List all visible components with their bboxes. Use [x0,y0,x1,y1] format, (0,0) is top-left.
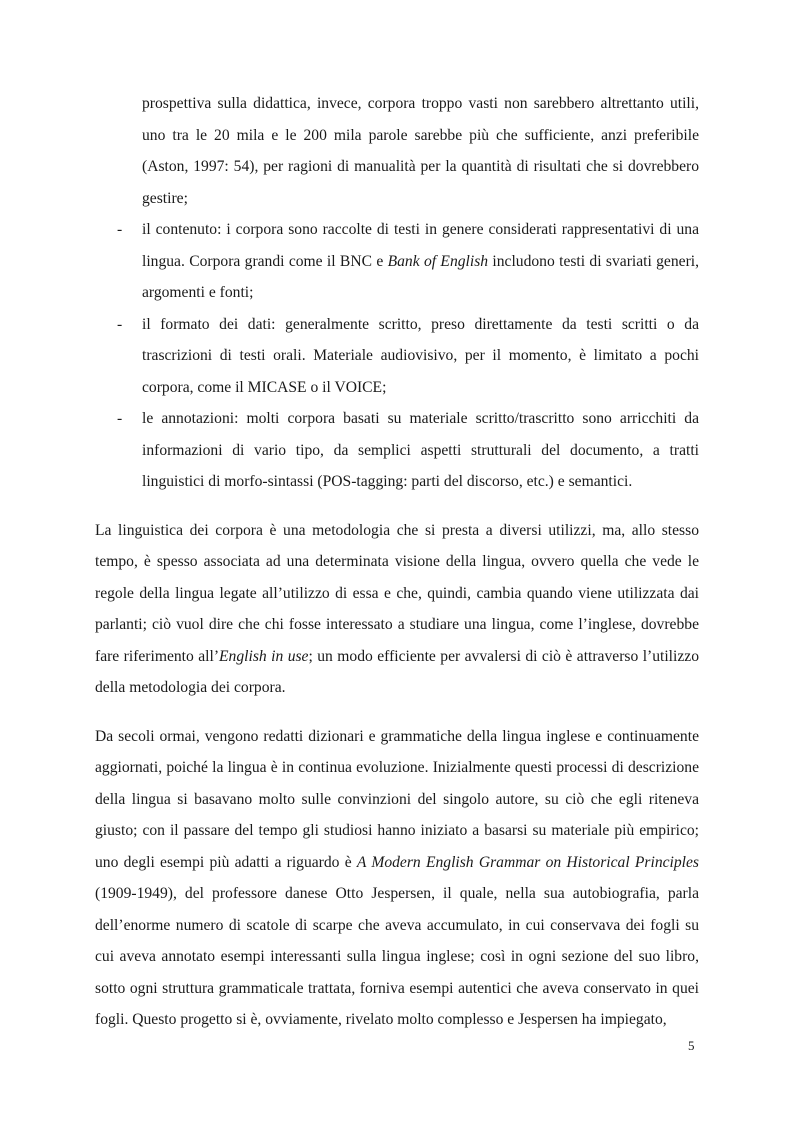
bullet-dash: - [117,315,123,333]
paragraph-text: Da secoli ormai, vengono redatti dizionari e grammatiche della lingua inglese e continuamente aggiornati, poiché la lingua è in continua evoluzione. Inizialmente questi processi di descrizione della lingua si basavano molto sulle convinzioni del singolo autore, su ciò che egli riteneva giusto; con il passare del tempo gli studiosi hanno iniziato a basarsi su materiale più empirico; uno degli esempi più adatti a riguardo è [95,727,699,871]
list-item [95,403,699,498]
list-item-text: prospettiva sulla didattica, invece, corpora troppo vasti non sarebbero altrettanto utili, uno tra le 20 mila e le 200 mila parole sarebbe più che sufficiente, anzi preferibile (Aston, 1997: 54), per ragioni di manualità per la quantità di risultati che si dovrebbero gestire; [142,95,699,207]
bullet-dash: - [117,221,123,238]
paragraph-text: (1909-1949), del professore danese Otto Jespersen, il quale, nella sua autobiografia, parla dell’enorme numero di scatole di scarpe che aveva accumulato, in cui conservava dei fogli su cui aveva annotato esempi interessanti sulla lingua inglese; così in ogni sezione del suo libro, sotto ogni struttura grammaticale trattata, forniva esempi autentici che aveva conservato in quei fogli. Questo progetto si è, ovviamente, rivelato molto complesso e Jespersen ha impiegato, [95,885,699,1028]
paragraph-text: ; un modo efficiente per avvalersi di ciò è attraverso l’utilizzo della metodologia dei corpora. [95,647,699,696]
bullet-dash: - [117,410,123,427]
italic-title: A Modern English Grammar on Historical Principles [356,853,699,871]
page-body [95,88,699,1036]
list-item [95,214,699,309]
page-number: 5 [688,1038,695,1053]
paragraph [95,515,699,704]
list-item-text: le annotazioni: molti corpora basati su materiale scritto/trascritto sono arricchiti da informazioni di vario tipo, da semplici aspetti strutturali del documento, a tratti linguistici di morfo-sintassi (POS-tagging: parti del discorso, etc.) e semantici. [142,410,699,490]
bullet-list [95,88,699,498]
list-item-text: il contenuto: i corpora sono raccolte di testi in genere considerati rappresentativi di una lingua. Corpora grandi come il BNC e [142,221,699,270]
list-item-continuation [95,88,699,214]
paragraph-text: La linguistica dei corpora è una metodologia che si presta a diversi utilizzi, ma, allo stesso tempo, è spesso associata ad una determinata visione della lingua, ovvero quella che vede le regole della lingua legate all’utilizzo di essa e che, quindi, cambia quando viene utilizzata dai parlanti; ciò vuol dire che chi fosse interessato a studiare una lingua, come l’inglese, dovrebbe fare riferimento all’ [95,521,699,665]
italic-term: Bank of English [387,252,489,270]
italic-term: English in use [219,647,309,665]
paragraph [95,721,699,1036]
list-item-text: includono testi di svariati generi, argomenti e fonti; [142,252,699,301]
list-item [95,309,699,404]
list-item-text: il formato dei dati: generalmente scritto, preso direttamente da testi scritti o da trascrizioni di testi orali. Materiale audiovisivo, per il momento, è limitato a pochi corpora, come il MICASE o il VOICE; [142,315,699,396]
